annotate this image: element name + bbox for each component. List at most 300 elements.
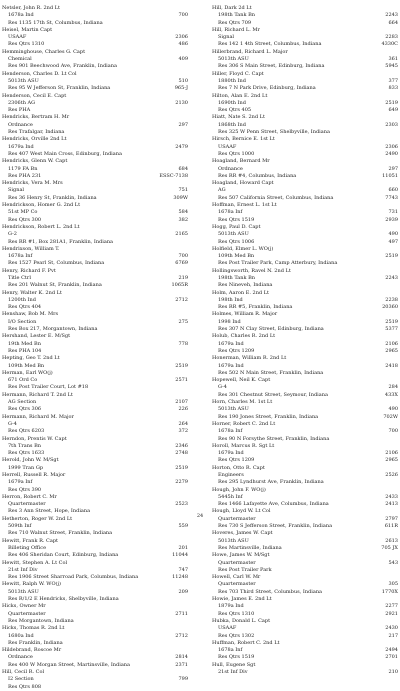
entry-name: Hetherton, Roger W. 2nd Lt xyxy=(2,515,73,522)
entry-detail-line xyxy=(212,100,398,107)
entry-name: Herron, Robert C. Mr xyxy=(2,493,57,500)
entry-detail: Res Qtrs 1310 xyxy=(8,41,45,48)
phone-number: 284 xyxy=(388,384,398,391)
phone-number: 660 xyxy=(388,187,398,194)
entry-detail-line xyxy=(2,282,188,289)
phone-number: 2238 xyxy=(385,296,398,303)
entry-name-line xyxy=(212,71,398,78)
entry-name: Herrell, Russell R. Major xyxy=(2,472,66,478)
phone-number: 2479 xyxy=(175,143,188,150)
phone-number: 2490 xyxy=(385,150,398,157)
entry-name: Holmes, William R. Major xyxy=(212,311,278,318)
entry-name-line xyxy=(212,268,398,275)
entry-detail-line xyxy=(2,209,188,216)
phone-number: 778 xyxy=(178,340,188,347)
entry-name: Hirsch, Bernice E. 1st Lt xyxy=(212,136,275,143)
entry-name: Hewitt, Ralph W. WO(j) xyxy=(2,581,61,588)
entry-detail-line xyxy=(212,217,398,224)
phone-number: 2526 xyxy=(385,472,398,478)
entry-detail: 21st Inf Div xyxy=(8,566,38,573)
entry-detail: 1678a Ind xyxy=(8,12,34,19)
entry-detail: G-4 xyxy=(218,384,227,391)
entry-detail-line xyxy=(212,122,398,129)
entry-detail: Res Post Trailer Park xyxy=(218,566,272,573)
phone-number: 2701 xyxy=(385,654,398,661)
entry-detail-line xyxy=(2,195,188,202)
phone-number: 11044 xyxy=(172,552,188,559)
entry-detail-line xyxy=(212,78,398,85)
phone-number: 210 xyxy=(388,669,398,676)
phone-number: 490 xyxy=(388,406,398,413)
entry-name-line xyxy=(2,311,188,318)
entry-detail: 109th Med Bn xyxy=(218,253,255,260)
entry-detail-line xyxy=(2,297,188,304)
entry-name-line xyxy=(2,603,188,610)
entry-detail: Res Qtrs 1519 xyxy=(218,216,255,223)
entry-detail: 5013th ASU xyxy=(8,588,39,595)
entry-detail: Res Qtrs 709 xyxy=(218,19,252,26)
entry-detail: Res 406 Sheridan Court, Edinburg, Indiana xyxy=(8,552,119,559)
entry-detail-line xyxy=(212,41,398,48)
entry-detail: 7th Trans Bn xyxy=(8,442,41,449)
entry-detail: Res 307 N Clay Street, Edinburg, Indiana xyxy=(218,326,324,333)
phone-number: 2519 xyxy=(385,253,398,260)
entry-detail-line xyxy=(2,662,188,669)
entry-detail: Res Qtrs 306 xyxy=(8,406,42,413)
phone-number: 275 xyxy=(178,318,188,325)
entry-detail-line xyxy=(212,581,398,588)
entry-detail-line xyxy=(212,633,398,640)
entry-detail: 1679a Ind xyxy=(218,340,244,347)
entry-name-line xyxy=(212,552,398,559)
entry-name-line xyxy=(212,114,398,121)
entry-name: Hershand, Lester E. M/Sgt xyxy=(2,333,71,340)
phone-number: 5945 xyxy=(385,63,398,70)
entry-detail: Res Qtrs 300 xyxy=(8,216,42,223)
left-column xyxy=(2,5,188,691)
entry-name: Hough, John F. WO(j) xyxy=(212,486,266,493)
entry-name-line xyxy=(2,5,188,12)
phone-number: 305 xyxy=(388,581,398,588)
entry-name: Hill, Richard L. Mr xyxy=(212,26,260,33)
entry-detail: 1679a Ind xyxy=(218,362,244,369)
phone-number: 490 xyxy=(388,231,398,238)
entry-detail-line xyxy=(2,34,188,41)
entry-detail: Res 201 Walnut St, Franklin, Indiana xyxy=(8,282,102,289)
phone-number: 2106 xyxy=(385,450,398,457)
entry-detail: 1690th Ind xyxy=(218,99,246,106)
entry-detail: Res Morgantown, Indiana xyxy=(8,617,74,624)
phone-number: 584 xyxy=(178,209,188,216)
entry-detail: Res Franklin, Indiana xyxy=(8,639,63,646)
entry-detail-line xyxy=(2,377,188,384)
entry-name: Hildebrand, Roscoe Mr xyxy=(2,647,62,654)
phone-number: 2519 xyxy=(385,99,398,106)
entry-detail-line xyxy=(212,151,398,158)
entry-detail: Res Martinsville, Indiana xyxy=(218,544,282,551)
phone-number: 649 xyxy=(388,107,398,114)
entry-detail: Engineers xyxy=(218,472,244,478)
entry-detail: Res 95 W Jefferson St, Franklin, Indiana xyxy=(8,85,111,92)
entry-detail-line xyxy=(2,530,188,537)
entry-detail-line xyxy=(2,326,188,333)
entry-name-line xyxy=(2,224,188,231)
entry-name-line xyxy=(212,246,398,253)
phone-number: 2165 xyxy=(175,231,188,238)
entry-detail-line xyxy=(212,450,398,457)
entry-name-line xyxy=(2,246,188,253)
entry-name-line xyxy=(212,290,398,297)
entry-name-line xyxy=(212,618,398,625)
entry-name-line xyxy=(2,333,188,340)
entry-detail: Res 710 Walnut Street, Franklin, Indiana xyxy=(8,530,113,537)
phone-number: 2413 xyxy=(385,501,398,508)
entry-detail-line xyxy=(2,618,188,625)
entry-detail-line xyxy=(2,304,188,311)
entry-detail-line xyxy=(2,187,188,194)
entry-name-line xyxy=(212,377,398,384)
phone-number: 2519 xyxy=(385,318,398,325)
phone-number: 700 xyxy=(178,253,188,260)
entry-name: Howe, James W. M/Sgt xyxy=(212,552,270,559)
entry-detail: AG Section xyxy=(8,399,37,406)
entry-detail: 1880th Ind xyxy=(218,77,246,84)
entry-detail-line xyxy=(212,414,398,421)
phone-number: 2965 xyxy=(385,347,398,354)
entry-name: Hermann, Richard T. 2nd Lt xyxy=(2,391,73,398)
entry-detail: Res 142 1 4th Street, Columbus, Indiana xyxy=(218,41,322,48)
entry-name: Hogg, Paul D. Capt xyxy=(212,223,261,230)
phone-number: 11248 xyxy=(172,574,188,581)
entry-name-line xyxy=(2,71,188,78)
phone-number: 297 xyxy=(178,121,188,128)
entry-detail: Title Ctrl xyxy=(8,274,31,281)
entry-detail-line xyxy=(212,545,398,552)
entry-detail: 198th Tank Bn xyxy=(218,12,256,19)
phone-number: 6769 xyxy=(175,260,188,267)
entry-detail-line xyxy=(2,545,188,552)
phone-number: 201 xyxy=(178,544,188,551)
entry-name-line xyxy=(212,158,398,165)
entry-detail: Res Qtrs 390 xyxy=(8,486,42,493)
phone-number: 433X xyxy=(384,391,398,398)
entry-detail: I/O Section xyxy=(8,318,37,325)
phone-number: 377 xyxy=(388,77,398,84)
entry-detail: Res 507 California Street, Columbus, Indiana xyxy=(218,194,334,201)
phone-number: 700 xyxy=(388,428,398,435)
entry-name-line xyxy=(2,392,188,399)
entry-detail: USAAF xyxy=(218,143,237,150)
entry-detail: 198th Ind xyxy=(218,296,243,303)
entry-detail-line xyxy=(212,567,398,574)
entry-name: Hill, Cecil R. Col xyxy=(2,669,45,676)
phone-number: 510 xyxy=(178,77,188,84)
entry-detail-line xyxy=(212,384,398,391)
entry-name-line xyxy=(2,414,188,421)
entry-detail-line xyxy=(212,297,398,304)
phone-number: 309W xyxy=(173,194,188,201)
entry-detail: 1200th Ind xyxy=(8,296,36,303)
entry-detail: Res 400 W Morgan Street, Martinsville, Indiana xyxy=(8,661,131,668)
entry-name: Hermann, Richard M. Major xyxy=(2,413,74,420)
entry-name-line xyxy=(2,93,188,100)
entry-name-line xyxy=(212,443,398,450)
phone-number: 209 xyxy=(178,588,188,595)
entry-detail: Res Post Trailer Court, Lot #18 xyxy=(8,384,89,391)
entry-name-line xyxy=(2,49,188,56)
entry-detail-line xyxy=(212,107,398,114)
entry-name: Hemminghouse, Charles G. Capt xyxy=(2,48,86,55)
entry-detail-line xyxy=(2,217,188,224)
phone-number: 543 xyxy=(388,559,398,566)
entry-detail-line xyxy=(2,654,188,661)
entry-detail: Res 7 N Park Drive, Edinburg, Indiana xyxy=(218,85,316,92)
entry-name-line xyxy=(212,355,398,362)
entry-name: Hoagland, Howard Capt xyxy=(212,180,274,187)
entry-name-line xyxy=(2,355,188,362)
entry-detail-line xyxy=(2,63,188,70)
entry-detail-line xyxy=(212,560,398,567)
entry-name: Hoagland, Bernard Mr xyxy=(212,158,270,165)
entry-detail: Res 295 Lyndhurst Ave, Franklin, Indiana xyxy=(218,479,324,486)
phone-number: 217 xyxy=(388,632,398,639)
phone-number: 2921 xyxy=(385,610,398,617)
entry-name: Hill, Dark 2d Lt xyxy=(212,5,252,11)
entry-detail: 1678a Inf xyxy=(218,209,243,216)
entry-detail: Res Qtrs 1302 xyxy=(218,632,255,639)
entry-name-line xyxy=(2,647,188,654)
entry-name: Horner, Robert C. 2nd Lt xyxy=(212,420,276,427)
entry-detail-line xyxy=(2,487,188,494)
entry-name-line xyxy=(2,472,188,479)
entry-name-line xyxy=(212,27,398,34)
entry-detail: 2306th AG xyxy=(8,99,36,106)
entry-detail-line xyxy=(212,187,398,194)
entry-detail: Res 3 Ann Street, Hope, Indiana xyxy=(8,508,91,515)
entry-detail: 5013th ASU xyxy=(218,56,249,63)
phone-number: 2523 xyxy=(175,501,188,508)
phone-number: 751 xyxy=(178,187,188,194)
entry-detail-line xyxy=(212,195,398,202)
entry-detail: Res Box 217, Morgantown, Indiana xyxy=(8,326,98,333)
phone-number: 2346 xyxy=(175,442,188,449)
entry-name: Herold, John W. M/Sgt xyxy=(2,457,59,464)
entry-name: Herndon, Prentis W. Capt xyxy=(2,435,67,442)
entry-detail: Res Qtrs 808 xyxy=(8,683,42,690)
entry-detail-line xyxy=(2,85,188,92)
entry-name-line xyxy=(2,27,188,34)
entry-name: Holm, Aaron E. 2nd Lt xyxy=(212,289,270,296)
entry-name-line xyxy=(2,370,188,377)
entry-name-line xyxy=(212,662,398,669)
entry-detail-line xyxy=(212,436,398,443)
phone-number: 409 xyxy=(178,56,188,63)
entry-name-line xyxy=(212,202,398,209)
entry-name: Hicks, Thomas R. 2nd Lt xyxy=(2,625,65,632)
entry-detail-line xyxy=(212,341,398,348)
entry-detail-line xyxy=(212,173,398,180)
entry-detail-line xyxy=(212,56,398,63)
entry-name: Henshaw, Bob M. Mrs xyxy=(2,311,59,318)
entry-detail: Res RR #4, Columbus, Indiana xyxy=(218,172,297,179)
entry-detail: Res Qtrs 1000 xyxy=(218,150,255,157)
phone-number: 2418 xyxy=(385,362,398,369)
entry-detail: 1678a Inf xyxy=(8,253,33,260)
phone-number: 2243 xyxy=(385,274,398,281)
entry-detail-line xyxy=(2,144,188,151)
entry-detail-line xyxy=(212,589,398,596)
entry-detail: 1868th Ind xyxy=(218,121,246,128)
entry-detail-line xyxy=(212,166,398,173)
entry-detail: Signal xyxy=(8,187,25,194)
entry-detail: Res Qtrs 6203 xyxy=(8,428,45,435)
entry-detail: Res Qtrs 404 xyxy=(8,304,42,311)
phone-number: ESSC-7138 xyxy=(159,172,188,179)
entry-detail: Res 1527 Pearl St, Columbus, Indiana xyxy=(8,260,105,267)
phone-number: 7743 xyxy=(385,194,398,201)
phone-number: 226 xyxy=(178,406,188,413)
entry-detail: Res RR #5, Franklin, Indiana xyxy=(218,304,293,311)
entry-detail-line xyxy=(2,129,188,136)
entry-name: Horn, Charles M. 1st Lt xyxy=(212,399,273,406)
entry-detail: Res Qtrs 1519 xyxy=(218,654,255,661)
entry-detail-line xyxy=(212,12,398,19)
entry-detail-line xyxy=(212,144,398,151)
entry-detail: Res Qtrs 1209 xyxy=(218,347,255,354)
entry-detail-line xyxy=(212,457,398,464)
entry-detail: 198th Tank Bn xyxy=(218,274,256,281)
entry-detail-line xyxy=(212,129,398,136)
entry-detail-line xyxy=(212,34,398,41)
entry-detail-line xyxy=(212,501,398,508)
phone-number: 2748 xyxy=(175,450,188,457)
entry-name: Hendricks, Bertram H. Mr xyxy=(2,114,70,121)
entry-detail: Res 325 W Penn Street, Shelbyville, Indiana xyxy=(218,129,330,136)
phone-number: 2303 xyxy=(385,121,398,128)
phone-number: 2797 xyxy=(385,515,398,522)
phone-number: 2106 xyxy=(385,340,398,347)
entry-detail-line xyxy=(2,567,188,574)
entry-detail-line xyxy=(2,479,188,486)
entry-detail-line xyxy=(212,253,398,260)
phone-number: 2712 xyxy=(175,632,188,639)
entry-name-line xyxy=(212,93,398,100)
phone-number: 559 xyxy=(178,523,188,530)
entry-name-line xyxy=(212,465,398,472)
entry-detail: Res Qtrs 1633 xyxy=(8,450,45,457)
phone-number: 2712 xyxy=(175,296,188,303)
entry-detail: Res 407 West Main Cross, Edinburg, Indiana xyxy=(8,150,122,157)
entry-detail: Res RR #1, Box 281A1, Franklin, Indiana xyxy=(8,238,114,245)
entry-detail-line xyxy=(2,239,188,246)
entry-detail: Ordnance xyxy=(8,654,33,661)
entry-name: Netsler, John R. 2nd Lt xyxy=(2,5,60,11)
entry-name: Horton, Otto R. Capt xyxy=(212,464,265,471)
entry-detail: Ordnance xyxy=(8,121,33,128)
phone-number: 2130 xyxy=(175,99,188,106)
entry-detail-line xyxy=(2,611,188,618)
entry-detail-line xyxy=(212,260,398,267)
entry-name-line xyxy=(212,333,398,340)
entry-detail-line xyxy=(2,56,188,63)
phone-number: 11051 xyxy=(382,172,398,179)
entry-name-line xyxy=(212,421,398,428)
phone-number: 664 xyxy=(388,19,398,26)
entry-detail: 1999 Tran Gp xyxy=(8,464,44,471)
phone-number: 20360 xyxy=(382,304,398,311)
phone-number: 2519 xyxy=(175,464,188,471)
phone-number: 2711 xyxy=(175,610,188,617)
entry-name-line xyxy=(212,596,398,603)
entry-detail: 1879a Ind xyxy=(218,603,244,610)
entry-detail-line xyxy=(2,253,188,260)
entry-name: Hoffman, Ernest L. 1st Lt xyxy=(212,202,277,209)
entry-detail-line xyxy=(212,392,398,399)
entry-detail-line xyxy=(212,654,398,661)
entry-detail-line xyxy=(212,538,398,545)
entry-name: Hopewell, Neil K. Capt xyxy=(212,377,271,384)
phone-number: 372 xyxy=(178,428,188,435)
entry-detail-line xyxy=(212,275,398,282)
entry-detail-line xyxy=(212,326,398,333)
entry-name: Hewitt, Stephen A. Lt Col xyxy=(2,559,68,566)
entry-detail: 5445h Inf xyxy=(218,493,243,500)
entry-detail: 5013th ASU xyxy=(218,406,249,413)
phone-number: 1770X xyxy=(381,588,398,595)
phone-number: 2107 xyxy=(175,399,188,406)
phone-number: 2939 xyxy=(385,216,398,223)
entry-detail-line xyxy=(2,107,188,114)
entry-detail: Res Qtrs 1006 xyxy=(218,238,255,245)
phone-number: 799 xyxy=(178,676,188,683)
entry-detail-line xyxy=(212,348,398,355)
phone-number: 2430 xyxy=(385,625,398,632)
entry-detail: 1679a Inf xyxy=(8,479,33,486)
phone-number: 1065R xyxy=(171,282,188,289)
phone-number: 219 xyxy=(178,274,188,281)
entry-name: Heisel, Martin Capt xyxy=(2,26,53,33)
entry-detail-line xyxy=(2,166,188,173)
entry-name-line xyxy=(2,625,188,632)
entry-detail-line xyxy=(212,282,398,289)
entry-name: Horoll, Marcus R. Sgt Lt xyxy=(212,442,275,449)
entry-detail: 51st MP Co xyxy=(8,209,38,216)
entry-detail: Res 301 Chestnut Street, Seymour, Indiana xyxy=(218,391,328,398)
entry-detail: 1679a Ind xyxy=(218,450,244,457)
entry-detail: 1678a Inf xyxy=(218,428,243,435)
phone-number: 486 xyxy=(178,41,188,48)
entry-detail: 109th Med Bn xyxy=(8,362,45,369)
entry-name: Hewitt, Frank R. Capt xyxy=(2,537,59,544)
entry-detail-line xyxy=(2,589,188,596)
entry-name-line xyxy=(212,487,398,494)
entry-name: Hiller, Floyd C. Capt xyxy=(212,70,264,77)
entry-detail: 5013th ASU xyxy=(218,537,249,544)
entry-name-line xyxy=(2,669,188,676)
entry-detail-line xyxy=(2,348,188,355)
phone-number: 497 xyxy=(388,238,398,245)
entry-detail: Chemical xyxy=(8,56,32,63)
entry-detail: 1998 Ind xyxy=(218,318,241,325)
entry-name-line xyxy=(212,530,398,537)
entry-detail-line xyxy=(212,370,398,377)
entry-name-line xyxy=(212,136,398,143)
phone-number: 705 JX xyxy=(381,544,398,551)
entry-detail-line xyxy=(2,406,188,413)
entry-name: Hendricks, Glenn W. Capt xyxy=(2,158,68,165)
entry-detail-line xyxy=(212,625,398,632)
entry-name-line xyxy=(212,574,398,581)
